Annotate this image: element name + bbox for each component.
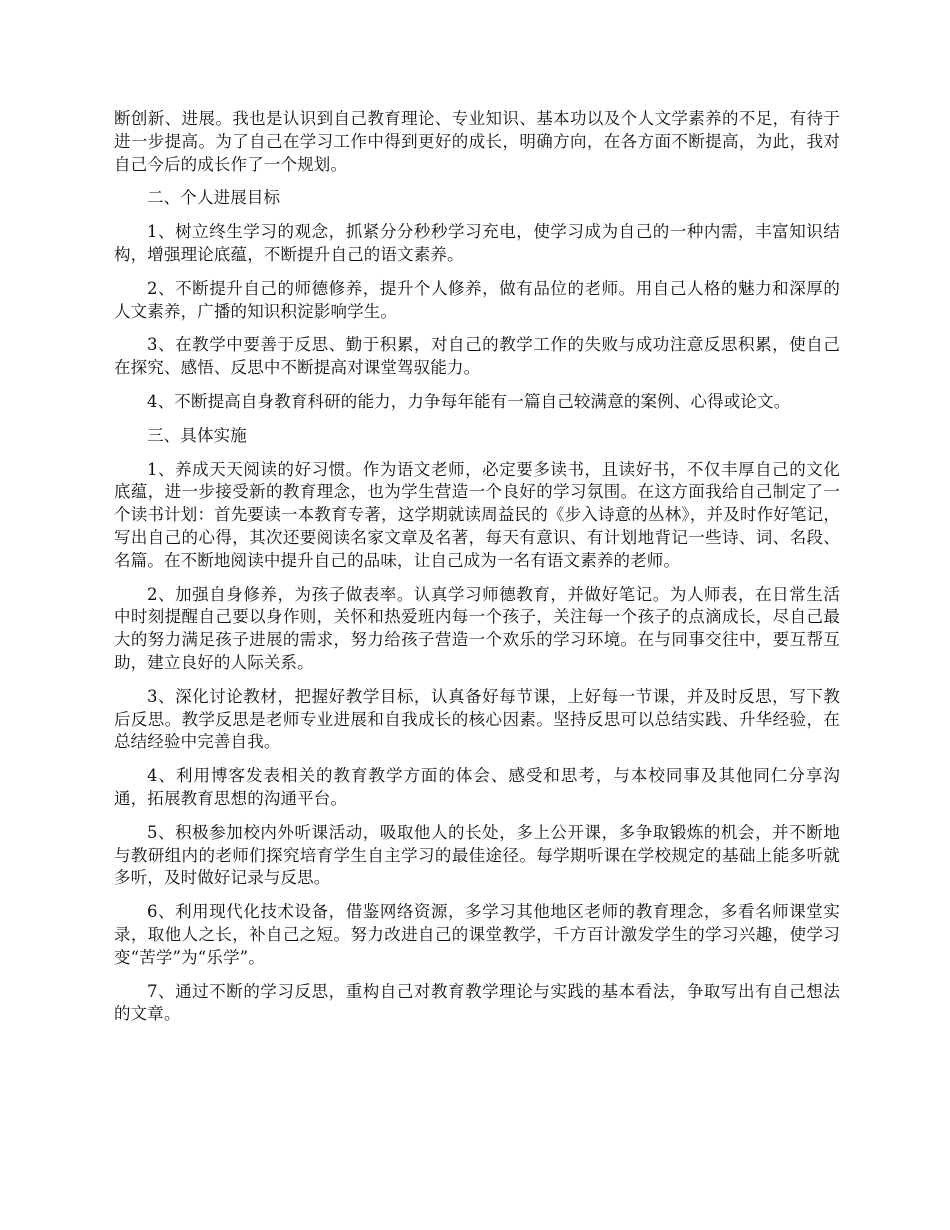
document-page bbox=[114, 108, 840, 1037]
goal-item-2: 2、不断提升自己的师德修养，提升个人修养，做有品位的老师。用自己人格的魅力和深厚的人文素养，广播的知识积淀影响学生。 bbox=[114, 278, 840, 321]
action-item-1: 1、养成天天阅读的好习惯。作为语文老师，必定要多读书，且读好书，不仅丰厚自己的文化底蕴，进一步接受新的教育理念，也为学生营造一个良好的学习氛围。在这方面我给自己制定了一个读书计划：首先要读一本教育专著，这学期就读周益民的《步入诗意的丛林》，并及时作好笔记，写出自己的心得，其次还要阅读名家文章及名著，每天有意识、有计划地背记一些诗、词、名段、名篇。在不断地阅读中提升自己的品味，让自己成为一名有语文素养的老师。 bbox=[114, 459, 840, 570]
action-item-2: 2、加强自身修养，为孩子做表率。认真学习师德教育，并做好笔记。为人师表，在日常生活中时刻提醒自己要以身作则，关怀和热爱班内每一个孩子，关注每一个孩子的点滴成长，尽自己最大的努力满足孩子进展的需求，努力给孩子营造一个欢乐的学习环境。在与同事交往中，要互帮互助，建立良好的人际关系。 bbox=[114, 584, 840, 672]
action-item-5: 5、积极参加校内外听课活动，吸取他人的长处，多上公开课，多争取锻炼的机会，并不断地与教研组内的老师们探究培育学生自主学习的最佳途径。每学期听课在学校规定的基础上能多听就多听，及时做好记录与反思。 bbox=[114, 822, 840, 888]
section-heading-goals: 二、个人进展目标 bbox=[147, 188, 281, 208]
action-item-4: 4、利用博客发表相关的教育教学方面的体会、感受和思考，与本校同事及其他同仁分享沟通，拓展教育思想的沟通平台。 bbox=[114, 766, 840, 808]
intro-paragraph: 断创新、进展。我也是认识到自己教育理论、专业知识、基本功以及个人文学素养的不足，有待于进一步提高。为了自己在学习工作中得到更好的成长，明确方向，在各方面不断提高，为此，我对自己今后的成长作了一个规划。 bbox=[114, 109, 840, 174]
action-item-3: 3、深化讨论教材，把握好教学目标，认真备好每节课，上好每一节课，并及时反思，写下教后反思。教学反思是老师专业进展和自我成长的核心因素。坚持反思可以总结实践、升华经验，在总结经验中完善自我。 bbox=[114, 686, 840, 752]
section-heading-implementation: 三、具体实施 bbox=[147, 425, 247, 445]
goal-item-3: 3、在教学中要善于反思、勤于积累，对自己的教学工作的失败与成功注意反思积累，使自己在探究、感悟、反思中不断提高对课堂驾驭能力。 bbox=[114, 335, 840, 378]
action-item-6: 6、利用现代化技术设备，借鉴网络资源，多学习其他地区老师的教育理念，多看名师课堂实录，取他人之长，补自己之短。努力改进自己的课堂教学，千方百计激发学生的学习兴趣，使学习变“苦学”为“乐学”。 bbox=[114, 902, 840, 967]
goal-item-1: 1、树立终生学习的观念，抓紧分分秒秒学习充电，使学习成为自己的一种内需，丰富知识结构，增强理论底蕴，不断提升自己的语文素养。 bbox=[114, 222, 840, 264]
action-item-7: 7、通过不断的学习反思，重构自己对教育教学理论与实践的基本看法，争取写出有自己想法的文章。 bbox=[114, 981, 840, 1024]
goal-item-4: 4、不断提高自身教育科研的能力，力争每年能有一篇自己较满意的案例、心得或论文。 bbox=[147, 391, 791, 411]
